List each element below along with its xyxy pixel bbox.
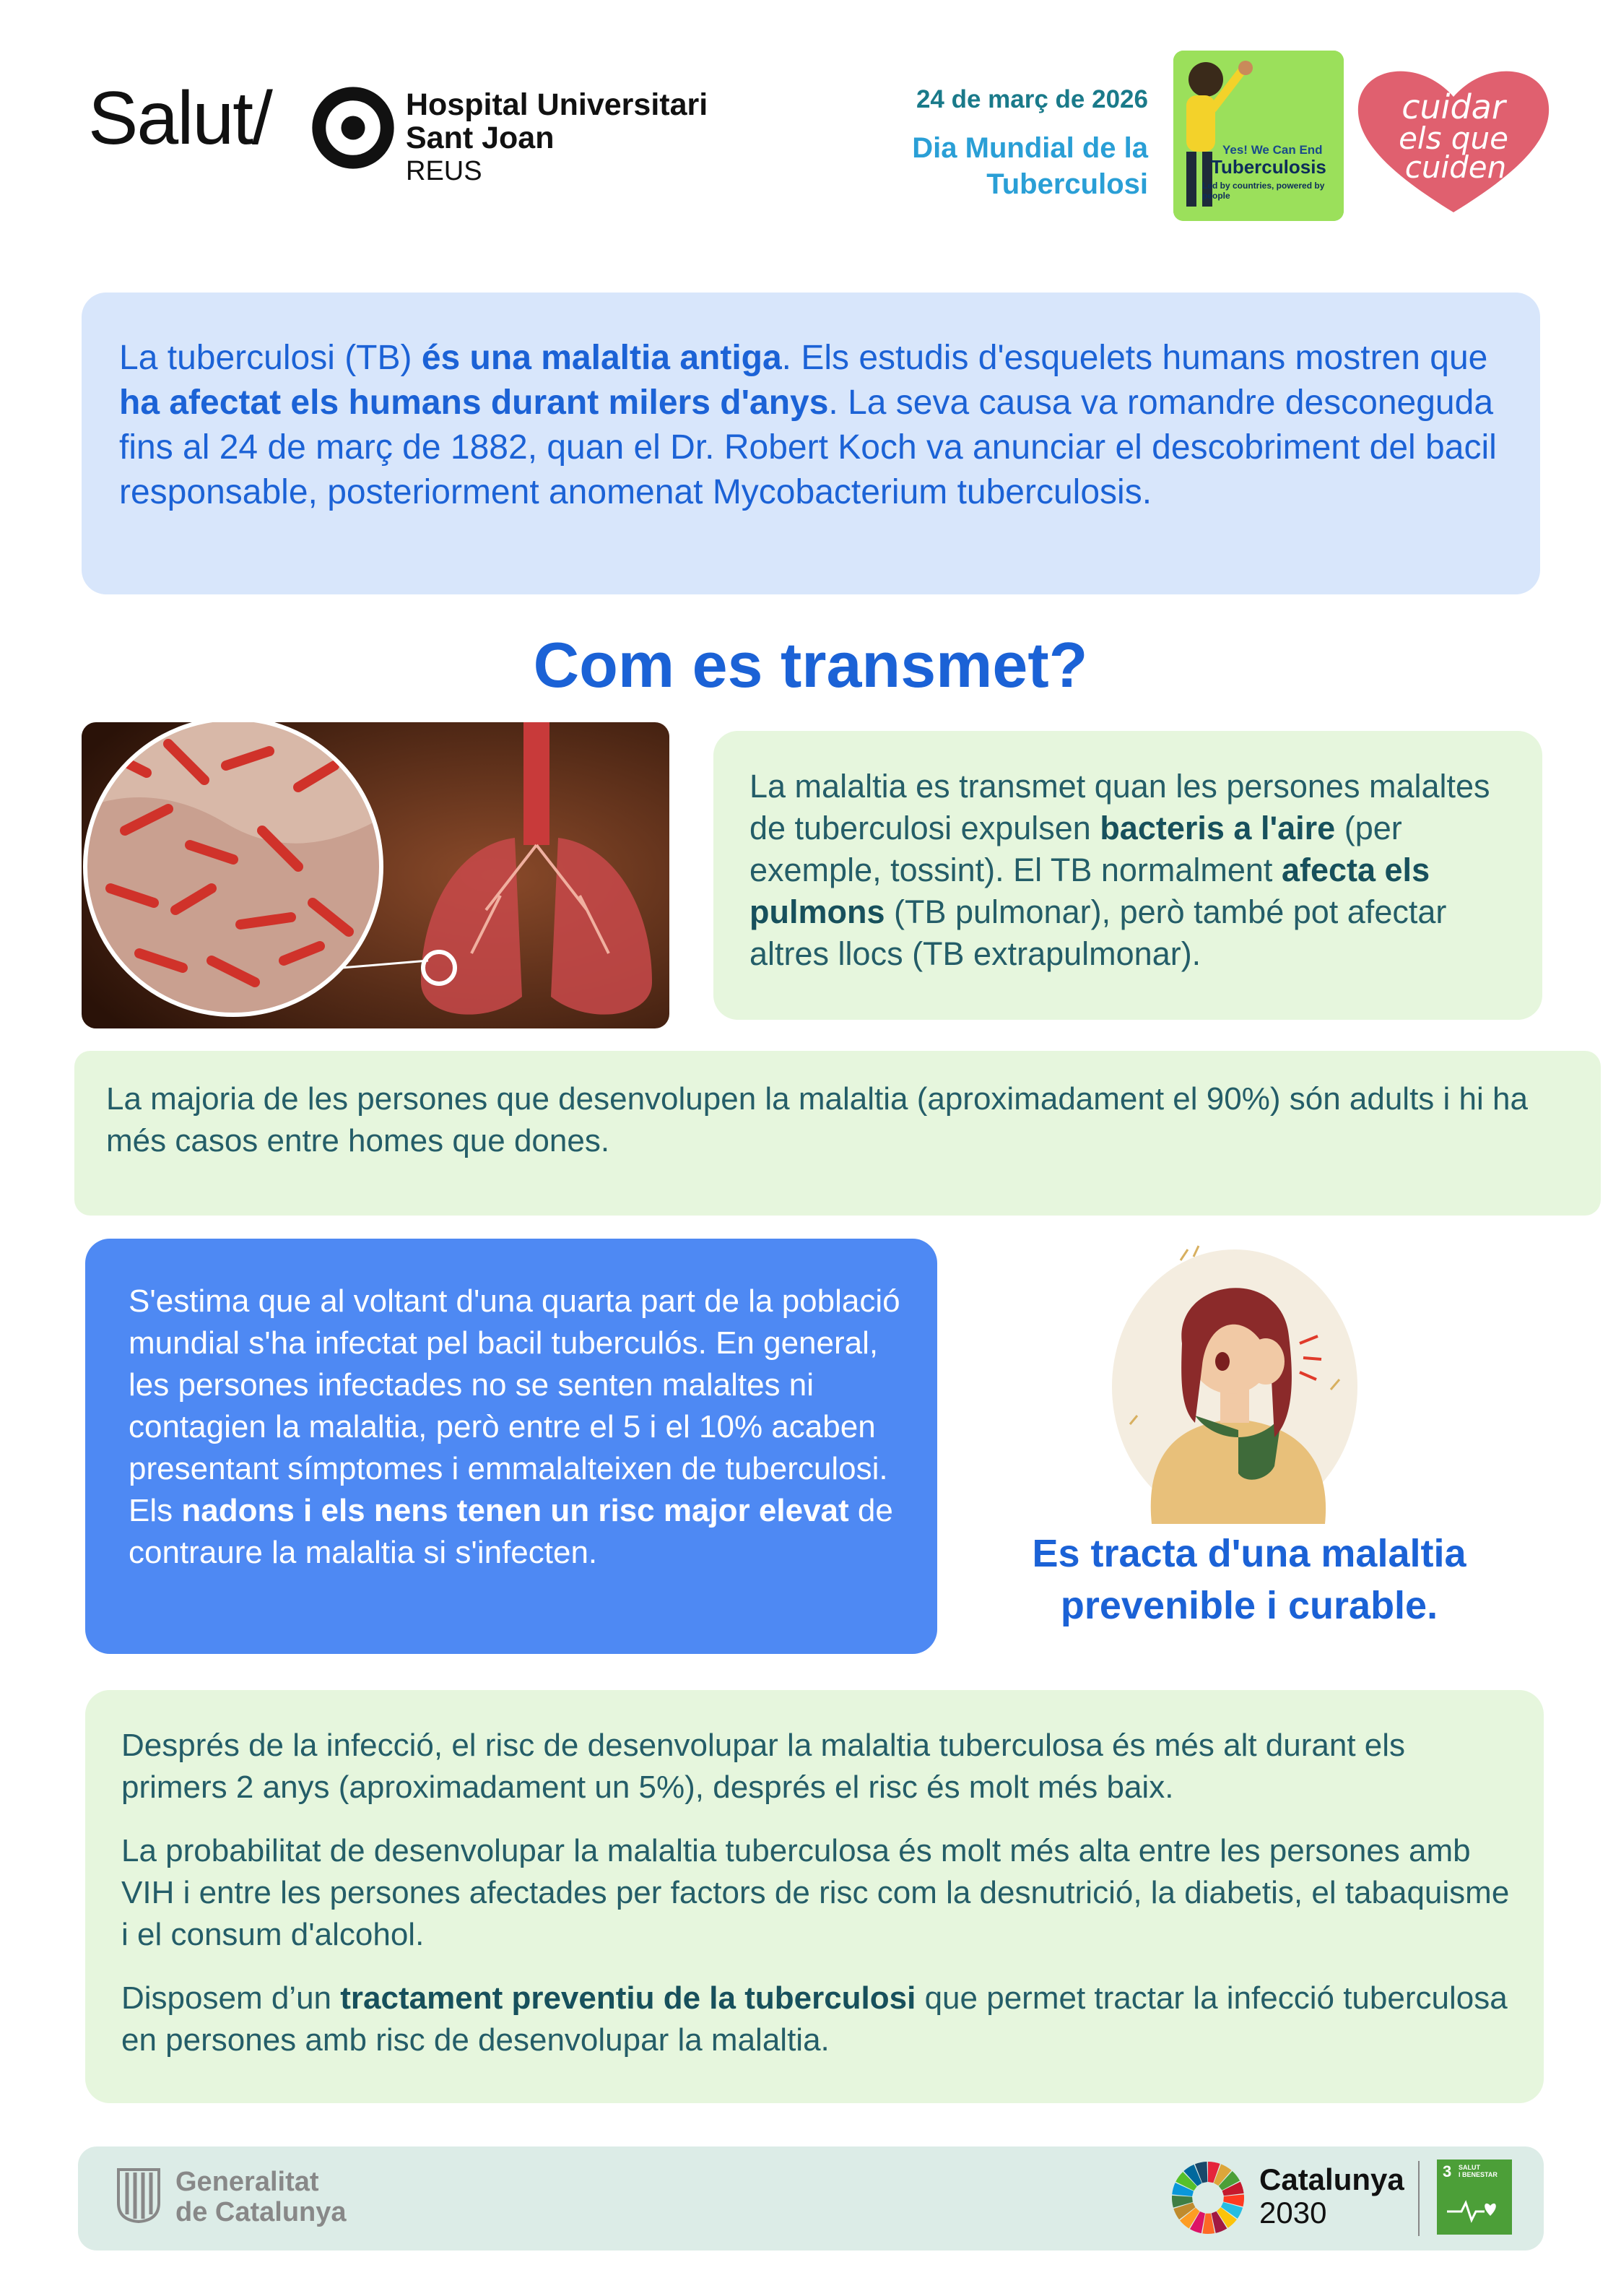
generalitat-emblem-icon [116, 2167, 162, 2223]
after-paragraph-1: Després de la infecció, el risc de desenvolupar la malaltia tuberculosa és més alt durant els primers 2 anys (aproximadament un 5%), després el risc és molt més baix. [121, 1728, 1406, 1805]
after-infection-box [85, 1690, 1544, 2103]
badge-line3: Led by countries, powered by people [1202, 181, 1325, 201]
heart-line1: cuidar [1401, 87, 1505, 126]
transmission-bold-2: afecta els pulmons [749, 852, 1430, 930]
transmission-bold-1: bacteris a l'aire [1100, 810, 1336, 846]
cuidar-els-que-cuiden-heart-logo [1349, 59, 1558, 218]
transmission-text-2: (per exemple, tossint). El TB normalment [749, 810, 1402, 888]
coughing-woman-illustration [1101, 1235, 1383, 1531]
heart-line3: cuiden [1404, 150, 1507, 185]
after-p3-text-1: Disposem d’un [121, 1980, 341, 2016]
hospital-name-line1: Hospital Universitari [406, 87, 708, 122]
hospital-name-line2: Sant Joan [406, 121, 555, 155]
intro-box [82, 293, 1540, 594]
end-tb-campaign-badge [1173, 51, 1344, 221]
lungs-bacteria-illustration [82, 722, 669, 1028]
preventable-line1: Es tracta d'una malaltia [1032, 1532, 1466, 1575]
intro-text-2: . Els estudis d'esquelets humans mostren que [781, 339, 1488, 377]
transmission-text-3: (TB pulmonar), però també pot afectar altres llocs (TB extrapulmonar). [749, 893, 1447, 972]
generalitat-line1: Generalitat [175, 2167, 319, 2197]
hospital-name-line3: REUS [406, 156, 482, 186]
heart-line2: els que [1399, 121, 1508, 156]
transmission-box [713, 731, 1542, 1020]
estimate-text-2: de contraure la malaltia si s'infecten. [129, 1493, 893, 1570]
catalunya-2030-logo [1259, 2163, 1404, 2230]
catalunya-2030-line2: 2030 [1259, 2196, 1327, 2230]
estimate-box [85, 1239, 937, 1654]
preventable-line2: prevenible i curable. [1060, 1584, 1438, 1627]
sdg3-health-badge [1437, 2159, 1512, 2235]
heartbeat-icon [1446, 2196, 1503, 2224]
section-heading: Com es transmet? [533, 629, 1088, 701]
after-p3-bold: tractament preventiu de la tuberculosi [340, 1980, 916, 2016]
generalitat-name [175, 2167, 347, 2227]
majority-box: La majoria de les persones que desenvolupen la malaltia (aproximadament el 90%) són adults i hi ha més casos entre homes que dones. [74, 1051, 1601, 1216]
event-name-line2: Tuberculosi [986, 168, 1148, 200]
badge-line2: Tuberculosis [1211, 156, 1326, 178]
hospital-name [406, 88, 708, 188]
event-name [852, 130, 1148, 202]
intro-bold-2: ha afectat els humans durant milers d'anys [119, 384, 829, 422]
estimate-bold-1: nadons i els nens tenen un risc major elevat [181, 1493, 849, 1528]
intro-text-1: La tuberculosi (TB) [119, 339, 422, 377]
preventable-curable-callout [968, 1528, 1531, 1632]
intro-text-3: . La seva causa va romandre desconeguda fins al 24 de març de 1882, quan el Dr. Robert Koch va anunciar el descobriment del bacil responsable, posteriorment anomenat Mycobacterium tuberculosis. [119, 384, 1497, 511]
after-paragraph-3 [121, 1977, 1515, 2061]
after-p3-text-2: que permet tractar la infecció tuberculosa en persones amb risc de desenvolupar la malaltia. [121, 1980, 1508, 2058]
sdg3-number: 3 [1443, 2162, 1452, 2180]
sdg-color-wheel-icon [1170, 2159, 1246, 2236]
event-date: 24 de març de 2026 [916, 85, 1148, 113]
sdg3-label-line2: I BENESTAR [1459, 2171, 1498, 2178]
footer-divider [1418, 2161, 1420, 2236]
after-paragraph-2: La probabilitat de desenvolupar la malaltia tuberculosa és molt més alta entre les persones amb VIH i entre les persones afectades per factors de risc com la desnutrició, la diabetis, el tabaquisme i el consum d'alcohol. [121, 1833, 1510, 1952]
hospital-logo-icon [310, 85, 396, 170]
estimate-text-1: S'estima que al voltant d'una quarta part de la població mundial s'ha infectat pel bacil tuberculós. En general, les persones infectades no se senten malaltes ni contagien la malaltia, però entre el 5 i el 10% acaben presentant símptomes i emmalalteixen de tuberculosi. Els [129, 1283, 900, 1528]
salut-logo-text: Salut/ [88, 77, 271, 160]
generalitat-line2: de Catalunya [175, 2197, 347, 2227]
intro-bold-1: és una malaltia antiga [421, 339, 782, 377]
badge-line1: Yes! We Can End [1222, 143, 1323, 157]
catalunya-2030-line1: Catalunya [1259, 2162, 1404, 2196]
sdg3-label [1459, 2164, 1498, 2178]
sdg3-label-line1: SALUT [1459, 2164, 1480, 2171]
transmission-text-1: La malaltia es transmet quan les persones malaltes de tuberculosi expulsen [749, 768, 1490, 846]
event-name-line1: Dia Mundial de la [912, 132, 1148, 164]
